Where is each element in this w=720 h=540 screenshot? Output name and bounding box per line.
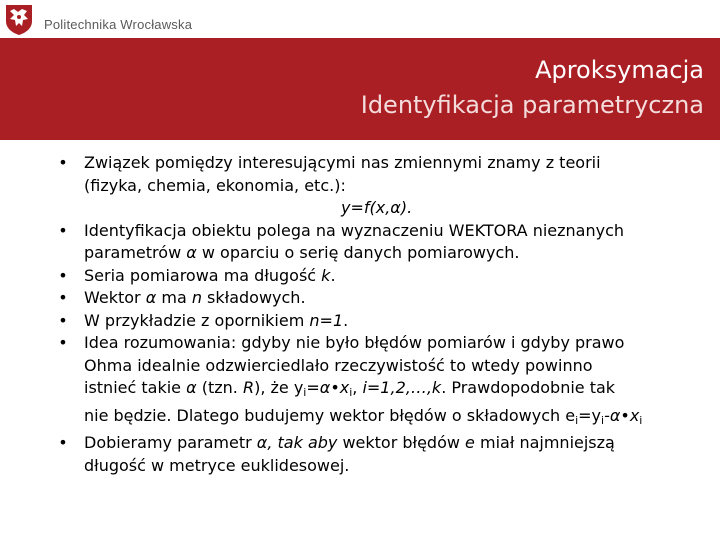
alpha-symbol: α (145, 288, 157, 307)
alpha-symbol: α (186, 378, 197, 397)
top-bar (0, 0, 720, 38)
bullet-text-line (84, 377, 714, 405)
bullet-item-identification (54, 220, 714, 265)
bullet-item-reasoning (54, 332, 714, 432)
equation-run: -α•x (604, 405, 640, 425)
subscript: i (601, 413, 605, 427)
bullet-marker: • (58, 265, 68, 285)
text-run: wektor błędów (337, 433, 466, 452)
bullet-item-resistor-example (54, 310, 714, 333)
bullet-item-theory (54, 152, 714, 220)
text-run: istnieć takie (84, 378, 187, 397)
variable-n: n (191, 288, 202, 307)
formula: y=f(x,α). (341, 198, 413, 217)
bullet-marker: • (58, 153, 68, 172)
slide-title: Aproksymacja (535, 56, 704, 84)
variable-e: e (465, 433, 475, 452)
title-banner (0, 38, 720, 140)
text-run: . (343, 310, 349, 330)
bullet-text-line: Związek pomiędzy interesującymi nas zmiennymi znamy z teorii (84, 153, 601, 172)
bullet-text-line (84, 287, 714, 310)
bullet-marker: • (58, 433, 68, 452)
bullet-marker: • (58, 333, 68, 352)
bullet-text-line (84, 405, 714, 433)
bullet-text-line (84, 310, 714, 333)
subscript: i (303, 386, 307, 399)
text-run: . (330, 265, 336, 285)
variable-n-value: n=1 (309, 310, 344, 330)
text-run: składowych. (201, 288, 306, 307)
text-run: , tak aby (267, 433, 338, 452)
text-run: miał najmniejszą (474, 433, 615, 452)
text-run: w oparciu o serię danych pomiarowych. (196, 243, 520, 262)
text-run: , (352, 378, 363, 397)
subscript: i (349, 386, 353, 399)
variable-k: k (321, 265, 331, 285)
text-run: ma (156, 288, 192, 307)
bullet-text-line: Identyfikacja obiektu polega na wyznaczeniu WEKTORA nieznanych (84, 220, 625, 240)
text-run: nie będzie. Dlatego budujemy wektor błędów o składowych e (84, 405, 576, 425)
index-range: i=1,2,…,k (362, 378, 442, 397)
bullet-item-parameter-choice (54, 432, 714, 477)
university-logo-icon (4, 3, 34, 36)
text-run: Dobieramy parametr (84, 433, 257, 452)
text-run: . Prawdopodobnie tak (441, 378, 616, 397)
bullet-text-line (84, 265, 714, 288)
slide-subtitle: Identyfikacja parametryczna (360, 91, 704, 119)
subscript: i (575, 413, 579, 427)
bullet-text-line (84, 242, 714, 265)
text-run: (tzn. (196, 378, 243, 397)
variable-r: R (242, 378, 255, 397)
bullet-text-line (84, 432, 714, 455)
bullet-marker: • (58, 288, 68, 307)
text-run: W przykładzie z opornikiem (84, 310, 310, 330)
equation-run: =α•x (306, 378, 350, 397)
bullet-marker: • (58, 220, 68, 240)
bullet-text-line: (fizyka, chemia, ekonomia, etc.): (84, 175, 346, 195)
subscript: i (639, 413, 643, 427)
alpha-symbol: α (256, 433, 268, 452)
text-run: =y (578, 405, 601, 425)
bullet-item-series-length (54, 265, 714, 288)
text-run: Wektor (84, 288, 146, 307)
bullet-marker: • (58, 310, 68, 330)
org-name: Politechnika Wrocławska (44, 17, 193, 32)
bullet-item-vector-components (54, 287, 714, 310)
bullet-text-line: długość w metryce euklidesowej. (84, 455, 350, 475)
text-run: parametrów (84, 243, 187, 262)
bullet-text-line: Idea rozumowania: gdyby nie było błędów pomiarów i gdyby prawo (84, 333, 625, 352)
text-run: Seria pomiarowa ma długość (84, 265, 322, 285)
bullet-list (54, 152, 714, 477)
text-run: ), że y (254, 378, 304, 397)
bullet-text-line: Ohma idealnie odzwierciedlało rzeczywistość to wtedy powinno (84, 355, 593, 375)
alpha-symbol: α (186, 243, 197, 262)
